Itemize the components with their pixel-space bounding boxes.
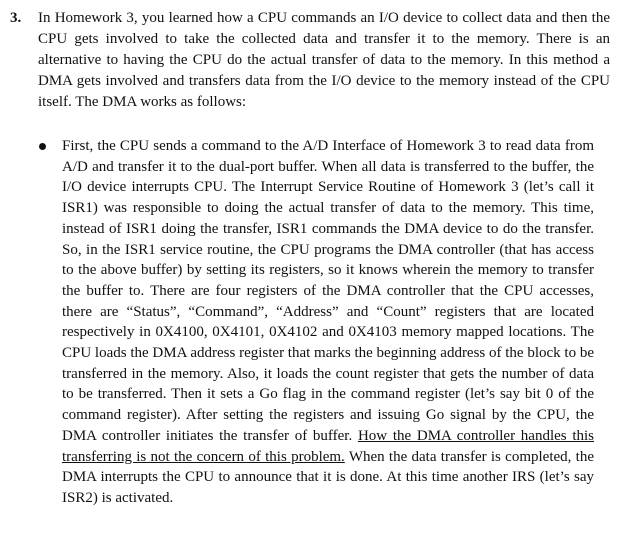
question-3 xyxy=(10,8,610,113)
bullet-list-item xyxy=(36,136,594,509)
question-number: 3. xyxy=(10,10,22,26)
question-intro-paragraph: In Homework 3, you learned how a CPU commands an I/O device to collect data and then the CPU gets involved to take the collected data and transfer it to the memory. There is an alternative to having the CPU do the actual transfer of data to the memory. In this method a DMA gets involved and transfers data from the I/O device to the memory instead of the CPU itself. The DMA works as follows: xyxy=(38,10,610,110)
bullet-text-part-1: First, the CPU sends a command to the A/D Interface of Homework 3 to read data from A/D and transfer it to the dual-port buffer. When all data is transferred to the buffer, the I/O device interrupts CPU. The Interrupt Service Routine of Homework 3 (let’s call it ISR1) was responsible to doing the actual transfer of data to the memory. This time, instead of ISR1 doing the transfer, ISR1 commands the DMA device to do the transfer. So, in the ISR1 service routine, the CPU programs the DMA controller (that has access to the above buffer) by setting its registers, so it knows wherein the memory to transfer the buffer to. There are four registers of the DMA controller that the CPU accesses, there are “Status”, “Command”, “Address” and “Count” registers that are located respectively in 0X4100, 0X4101, 0X4102 and 0X4103 memory mapped locations. The CPU loads the DMA address register that marks the beginning address of the block to be transferred in the memory. Also, it loads the count register that gets the number of data to be transferred. Then it sets a Go flag in the command register (let’s say bit 0 of the command register). After setting the registers and issuing Go signal by the CPU, the DMA controller initiates the transfer of buffer. xyxy=(62,138,594,444)
bullet-text-part-2: When the data transfer is completed, the DMA interrupts the CPU to announce that it is done. At this time another IRS (let’s say ISR2) is activated. xyxy=(62,448,594,506)
bullet-dot-icon xyxy=(39,143,46,150)
bullet-marker xyxy=(36,136,62,509)
bullet-underlined-note: How the DMA controller handles this transferring is not the concern of this problem. xyxy=(62,427,594,465)
bullet-paragraph xyxy=(62,136,594,509)
